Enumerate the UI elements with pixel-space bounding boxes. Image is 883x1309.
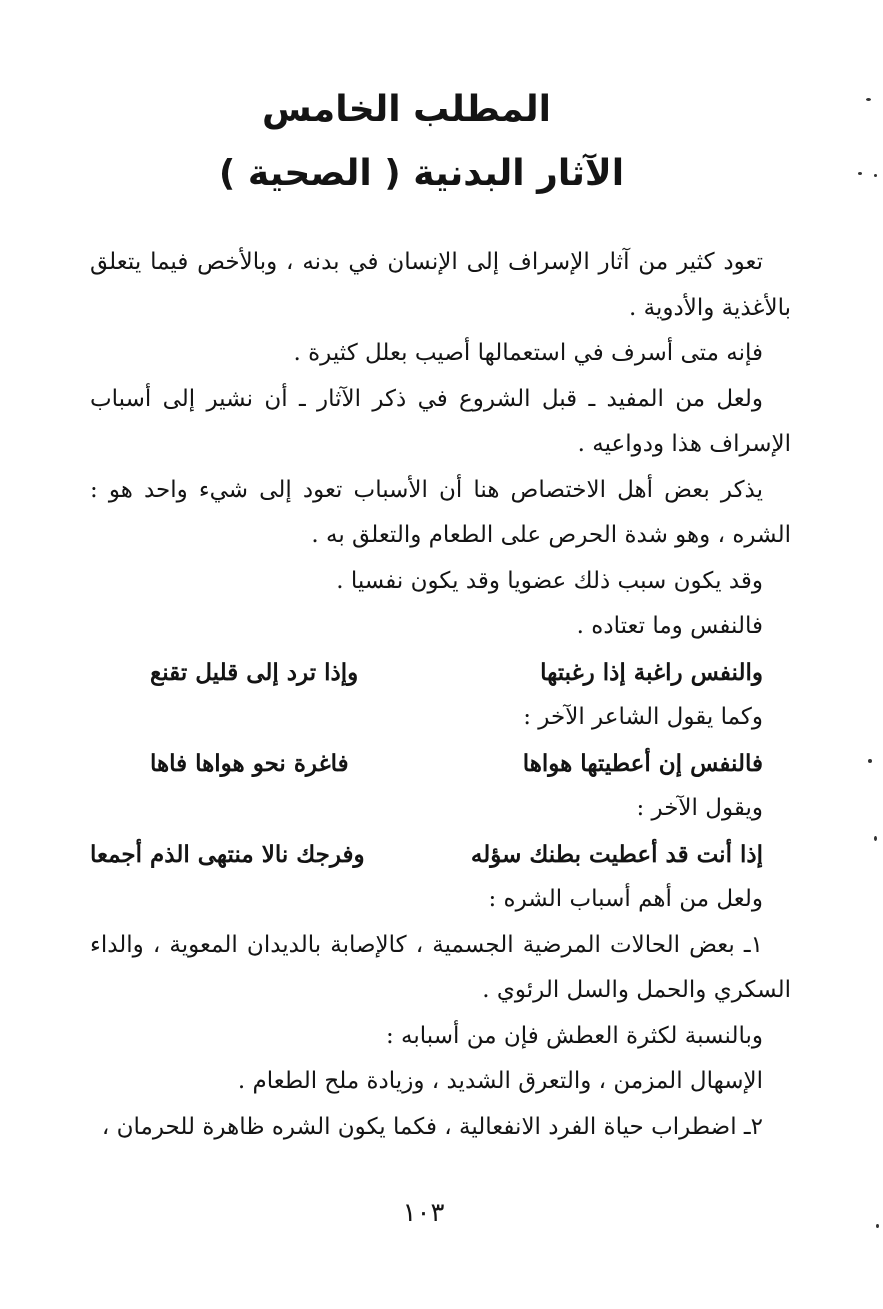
heading-block [0, 82, 883, 202]
poetry-verse [90, 741, 791, 787]
page-number: ١٠٣ [402, 1198, 445, 1228]
paragraph: ١ـ بعض الحالات المرضية الجسمية ، كالإصابة بالديدان المعوية ، والداء السكري والحمل والسل الرئوي . [90, 931, 791, 1003]
verse-first-hemistich: إذا أنت قد أعطيت بطنك سؤله [470, 840, 763, 868]
body-text [90, 240, 791, 1150]
scan-speck [858, 172, 862, 175]
paragraph: فالنفس وما تعتاده . [576, 613, 763, 639]
paragraph: وكما يقول الشاعر الآخر : [523, 704, 763, 730]
paragraph: ولعل من أهم أسباب الشره : [488, 886, 763, 912]
scan-speck [874, 836, 877, 841]
paragraph: وقد يكون سبب ذلك عضويا وقد يكون نفسيا . [336, 567, 763, 594]
paragraph: وبالنسبة لكثرة العطش فإن من أسبابه : [385, 1022, 763, 1049]
paragraph: فإنه متى أسرف في استعمالها أصيب بعلل كثيرة . [293, 340, 763, 366]
verse-first-hemistich: والنفس راغبة إذا رغبتها [540, 658, 763, 686]
verse-second-hemistich: فاغرة نحو هواها فاها [150, 749, 349, 777]
poetry-verse [90, 832, 791, 878]
verse-second-hemistich: وفرجك نالا منتهى الذم أجمعا [90, 840, 365, 868]
verse-second-hemistich: وإذا ترد إلى قليل تقنع [150, 658, 359, 686]
paragraph: يذكر بعض أهل الاختصاص هنا أن الأسباب تعود إلى شيء واحد هو : الشره ، وهو شدة الحرص على الطعام والتعلق به . [90, 476, 791, 548]
scan-speck [876, 1224, 879, 1228]
chapter-title: الآثار البدنية ( الصحية ) [218, 153, 625, 194]
verse-first-hemistich: فالنفس إن أعطيتها هواها [522, 749, 763, 777]
paragraph: ٢ـ اضطراب حياة الفرد الانفعالية ، فكما يكون الشره ظاهرة للحرمان ، [101, 1113, 763, 1140]
scan-speck [866, 98, 871, 101]
scan-speck [874, 174, 877, 177]
paragraph: ولعل من المفيد ـ قبل الشروع في ذكر الآثار ـ أن نشير إلى أسباب الإسراف هذا ودواعيه . [90, 385, 791, 457]
scan-speck [868, 759, 872, 763]
paragraph: ويقول الآخر : [636, 795, 763, 821]
paragraph: تعود كثير من آثار الإسراف إلى الإنسان في بدنه ، وبالأخص فيما يتعلق بالأغذية والأدوية . [90, 249, 791, 321]
section-heading: المطلب الخامس [262, 89, 551, 130]
poetry-verse [90, 650, 791, 696]
paragraph: الإسهال المزمن ، والتعرق الشديد ، وزيادة ملح الطعام . [237, 1068, 763, 1094]
